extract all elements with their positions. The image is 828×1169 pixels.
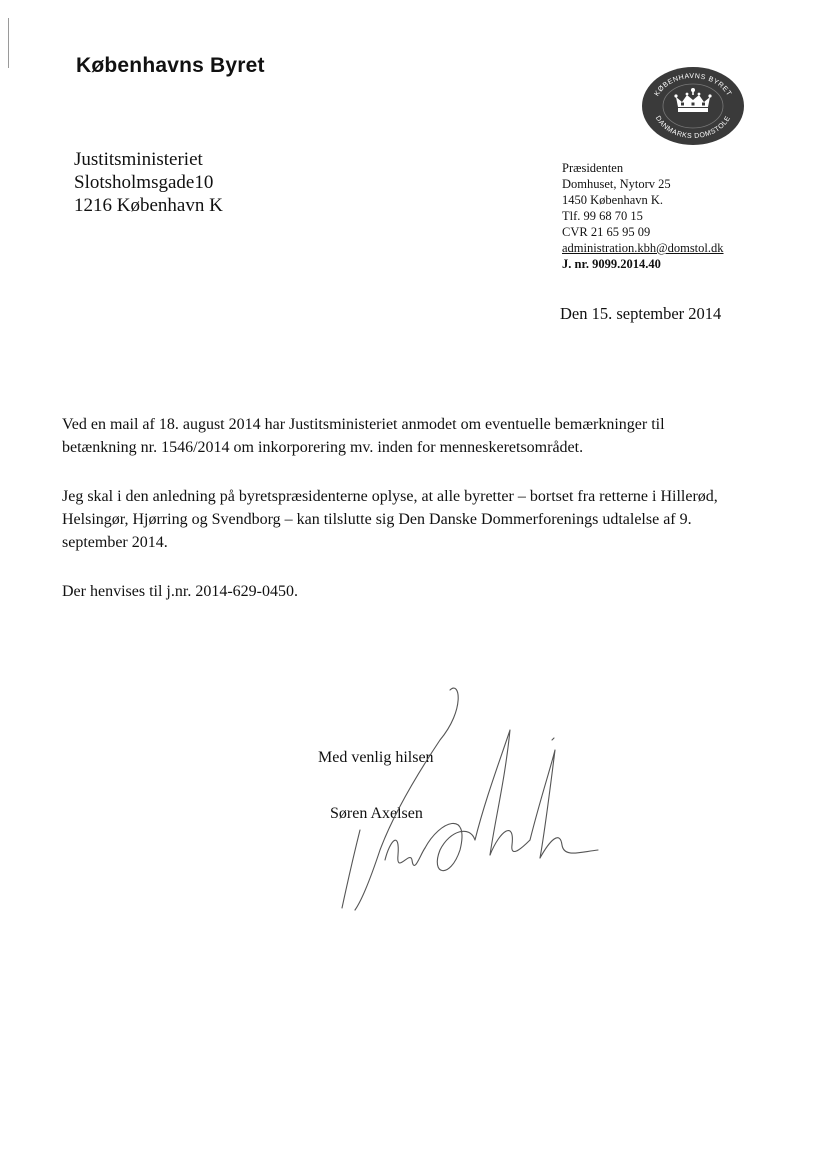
recipient-city: 1216 København K <box>74 195 223 216</box>
handwritten-signature <box>300 680 600 920</box>
sender-address-line1: Domhuset, Nytorv 25 <box>562 177 671 191</box>
body-paragraph-1: Ved en mail af 18. august 2014 har Justitsministeriet anmodet om eventuelle bemærkninger til betænkning nr. 1546/2014 om inkorporering mv. inden for menneskeretsområdet. <box>62 416 665 456</box>
sender-journal-number: J. nr. 9099.2014.40 <box>562 257 661 271</box>
signer-name: Søren Axelsen <box>330 805 423 822</box>
sender-cvr: CVR 21 65 95 09 <box>562 225 651 239</box>
letter-body <box>62 413 734 629</box>
recipient-name: Justitsministeriet <box>74 149 203 170</box>
body-paragraph-2: Jeg skal i den anledning på byretspræsidenterne oplyse, at alle byretter – bortset fra retterne i Hillerød, Helsingør, Hjørring og Svendborg – kan tilslutte sig Den Danske Dommerforenings udtalelse af 9. september 2014. <box>62 488 718 551</box>
scan-edge-mark <box>8 18 9 68</box>
court-seal-icon <box>641 66 745 146</box>
recipient-address <box>74 148 223 217</box>
sender-title: Præsidenten <box>562 161 624 175</box>
sender-address-line2: 1450 København K. <box>562 193 664 207</box>
body-paragraph-3: Der henvises til j.nr. 2014-629-0450. <box>62 583 298 600</box>
seal-ring-text-top: KØBENHAVNS BYRET <box>653 72 733 98</box>
closing-greeting: Med venlig hilsen <box>318 749 434 766</box>
sender-phone: Tlf. 99 68 70 15 <box>562 209 643 223</box>
seal-ring-text-bottom: DANMARKS DOMSTOLE <box>653 114 733 141</box>
court-name: Københavns Byret <box>76 54 265 77</box>
letter-date: Den 15. september 2014 <box>560 304 722 323</box>
sender-block <box>562 160 724 272</box>
recipient-street: Slotsholmsgade10 <box>74 172 214 193</box>
sender-email-link[interactable]: administration.kbh@domstol.dk <box>562 241 724 255</box>
